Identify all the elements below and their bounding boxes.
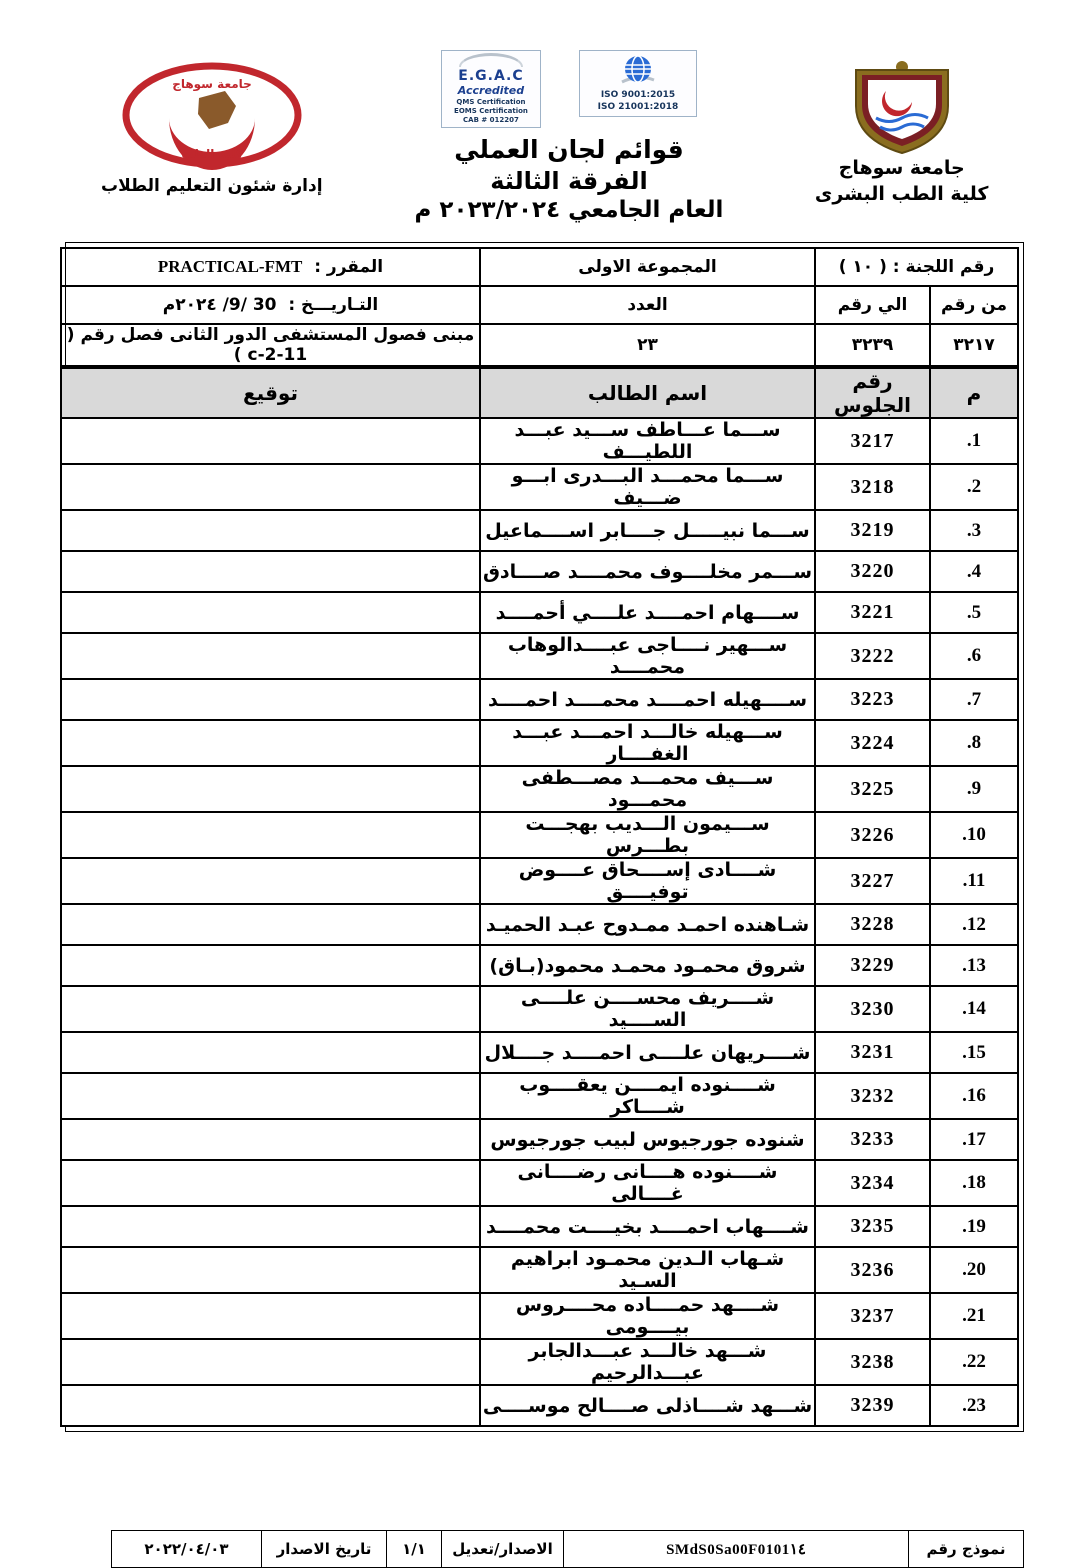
info-row-2: [61, 286, 1018, 324]
egac-subtitle: Accredited: [457, 84, 525, 97]
seat-number-cell: 3225: [815, 766, 930, 812]
serial-cell: .21: [930, 1293, 1018, 1339]
serial-cell: .11: [930, 858, 1018, 904]
table-row: [61, 766, 1018, 812]
signature-cell: [61, 1247, 480, 1293]
serial-cell: .16: [930, 1073, 1018, 1119]
university-shield-icon: [846, 58, 958, 156]
student-name-cell: ســـهير نــــاجى عبــــدالوهاب محمــــد: [480, 633, 815, 679]
aja-iso-line: ISO 9001:2015: [600, 90, 676, 100]
table-row: [61, 633, 1018, 679]
student-name-cell: شــــادى إســــحاق عــــوض توفيــــق: [480, 858, 815, 904]
students-table: [60, 367, 1019, 1427]
signature-cell: [61, 945, 480, 986]
seat-number-cell: 3227: [815, 858, 930, 904]
table-row: [61, 1032, 1018, 1073]
admin-block: [65, 50, 359, 196]
student-name-cell: ســـهيله خالـــد احمـــد عبـــد الغفــــار: [480, 720, 815, 766]
count-value-cell: ٢٣: [480, 324, 815, 366]
page-title: قوائم لجان العملي: [454, 135, 684, 165]
seat-number-cell: 3230: [815, 986, 930, 1032]
table-row: [61, 1339, 1018, 1385]
to-value-cell: ٣٢٣٩: [815, 324, 930, 366]
seat-number-cell: 3232: [815, 1073, 930, 1119]
student-name-cell: شروق محمـود محمـد محمود(بـاق): [480, 945, 815, 986]
student-name-cell: شنوده جورجيوس لبيب جورجيوس: [480, 1119, 815, 1160]
student-name-cell: ســـما عـــاطف ســـيد عبـــد اللطيـــف: [480, 418, 815, 464]
committee-number-cell: رقم اللجنة : ( ١٠ ): [815, 248, 1018, 286]
seat-number-cell: 3222: [815, 633, 930, 679]
serial-cell: .4: [930, 551, 1018, 592]
seat-number-cell: 3235: [815, 1206, 930, 1247]
signature-cell: [61, 1160, 480, 1206]
to-label-cell: الي رقم: [815, 286, 930, 324]
student-name-cell: ســـمر مخلــــوف محمــــد صــــادق: [480, 551, 815, 592]
seat-number-cell: 3237: [815, 1293, 930, 1339]
university-name: جامعة سوهاج: [838, 157, 965, 179]
serial-cell: .9: [930, 766, 1018, 812]
seal-top-text: جامعة سوهاج: [171, 77, 252, 91]
table-row: [61, 464, 1018, 510]
table-row: [61, 720, 1018, 766]
student-rows: [61, 418, 1018, 1426]
table-header-row: [61, 368, 1018, 418]
academic-year-title: العام الجامعي ٢٠٢٣/٢٠٢٤ م: [414, 196, 724, 223]
committee-info-table: [60, 247, 1019, 367]
title-block: [359, 50, 780, 225]
course-value: PRACTICAL-FMT: [157, 257, 303, 276]
header-student-name: اسم الطالب: [480, 368, 815, 418]
footer-row: [112, 1531, 1024, 1568]
university-block: [779, 50, 1024, 207]
table-row: [61, 679, 1018, 720]
serial-cell: .7: [930, 679, 1018, 720]
table-row: [61, 812, 1018, 858]
table-row: [61, 945, 1018, 986]
from-label-cell: من رقم: [930, 286, 1018, 324]
serial-cell: .22: [930, 1339, 1018, 1385]
revision-value: ١/١: [387, 1531, 442, 1568]
signature-cell: [61, 1206, 480, 1247]
signature-cell: [61, 1073, 480, 1119]
seat-number-cell: 3219: [815, 510, 930, 551]
signature-cell: [61, 766, 480, 812]
serial-cell: .5: [930, 592, 1018, 633]
egac-cert-line: QMS Certification: [456, 98, 526, 106]
serial-cell: .12: [930, 904, 1018, 945]
table-row: [61, 1206, 1018, 1247]
egac-logo: [441, 50, 541, 128]
seal-bottom-text: كلية الطب: [181, 147, 243, 161]
student-name-cell: ســـما محمـــد البـــدرى ابـــو ضـــيف: [480, 464, 815, 510]
seat-number-cell: 3238: [815, 1339, 930, 1385]
tables-frame: [65, 242, 1024, 1432]
table-row: [61, 1073, 1018, 1119]
serial-cell: .19: [930, 1206, 1018, 1247]
signature-cell: [61, 904, 480, 945]
signature-cell: [61, 592, 480, 633]
location-cell: مبنى فصول المستشفى الدور الثانى فصل رقم ( c-2-11 ): [61, 324, 480, 366]
aja-logo: [579, 50, 697, 117]
signature-cell: [61, 986, 480, 1032]
table-row: [61, 986, 1018, 1032]
seat-number-cell: 3223: [815, 679, 930, 720]
form-number-label: نموذج رقم: [909, 1531, 1024, 1568]
student-name-cell: شــــهاب احمــــد بخيــــت محمــــد: [480, 1206, 815, 1247]
seat-number-cell: 3233: [815, 1119, 930, 1160]
info-row-3: [61, 324, 1018, 366]
group-cell: المجموعة الاولى: [480, 248, 815, 286]
serial-cell: .17: [930, 1119, 1018, 1160]
student-name-cell: شـاهنده احمـد ممـدوح عبـد الحميـد: [480, 904, 815, 945]
seat-number-cell: 3221: [815, 592, 930, 633]
form-number-value: SMdS0Sa00F0101١٤: [564, 1531, 909, 1568]
serial-cell: .10: [930, 812, 1018, 858]
table-row: [61, 1119, 1018, 1160]
from-value-cell: ٣٢١٧: [930, 324, 1018, 366]
signature-cell: [61, 812, 480, 858]
table-row: [61, 551, 1018, 592]
signature-cell: [61, 1339, 480, 1385]
header-seat-number: رقم الجلوس: [815, 368, 930, 418]
signature-cell: [61, 464, 480, 510]
egac-cert-line: EOMS Certification: [454, 106, 528, 115]
table-row: [61, 510, 1018, 551]
student-name-cell: شـــهد شــــاذلى صــــالح موســــى: [480, 1385, 815, 1426]
document-titles: [415, 134, 724, 225]
student-name-cell: شــــنوده هــــانى رضــــانى غــــالى: [480, 1160, 815, 1206]
signature-cell: [61, 679, 480, 720]
signature-cell: [61, 1385, 480, 1426]
serial-cell: .2: [930, 464, 1018, 510]
info-row-1: [61, 248, 1018, 286]
date-value: 30 /9/ ٢٠٢٤م: [162, 295, 277, 315]
serial-cell: .1: [930, 418, 1018, 464]
student-name-cell: ســــهام احمــــد علــــي أحمــــد: [480, 592, 815, 633]
seat-number-cell: 3220: [815, 551, 930, 592]
date-label: التـاريـــخ :: [288, 295, 379, 315]
table-row: [61, 1160, 1018, 1206]
student-name-cell: ســـيف محمـــد مصـــطفى محمـــود: [480, 766, 815, 812]
egac-title: E.G.A.C: [458, 68, 524, 84]
student-name-cell: شـــهد خالـــد عبـــدالجابر عبـــدالرحيم: [480, 1339, 815, 1385]
seat-number-cell: 3234: [815, 1160, 930, 1206]
issue-date-label: تاريخ الاصدار: [262, 1531, 387, 1568]
issue-date-value: ٢٠٢٢/٠٤/٠٣: [112, 1531, 262, 1568]
course-cell: [61, 248, 480, 286]
serial-cell: .18: [930, 1160, 1018, 1206]
signature-cell: [61, 1293, 480, 1339]
signature-cell: [61, 551, 480, 592]
course-label: المقرر :: [314, 257, 384, 277]
seat-number-cell: 3226: [815, 812, 930, 858]
header-serial: م: [930, 368, 1018, 418]
seat-number-cell: 3217: [815, 418, 930, 464]
serial-cell: .8: [930, 720, 1018, 766]
student-name-cell: ســـيمون الـــديب بهجـــت بطـــرس: [480, 812, 815, 858]
signature-cell: [61, 1032, 480, 1073]
table-row: [61, 592, 1018, 633]
faculty-seal-icon: [119, 60, 305, 170]
signature-cell: [61, 720, 480, 766]
table-row: [61, 1293, 1018, 1339]
seat-number-cell: 3218: [815, 464, 930, 510]
serial-cell: .15: [930, 1032, 1018, 1073]
student-name-cell: شــــريف محســــن علــــى الســــيد: [480, 986, 815, 1032]
table-row: [61, 418, 1018, 464]
globe-icon: [620, 54, 656, 88]
seat-number-cell: 3231: [815, 1032, 930, 1073]
grade-title: الفرقة الثالثة: [490, 166, 648, 195]
count-label-cell: العدد: [480, 286, 815, 324]
table-row: [61, 858, 1018, 904]
faculty-name: كلية الطب البشرى: [814, 182, 989, 205]
seat-number-cell: 3236: [815, 1247, 930, 1293]
seat-number-cell: 3228: [815, 904, 930, 945]
signature-cell: [61, 1119, 480, 1160]
student-name-cell: شـهاب الـدين محمـود ابراهيم السـيد: [480, 1247, 815, 1293]
signature-cell: [61, 510, 480, 551]
student-name-cell: ســــهيله احمــــد محمــــد احمــــد: [480, 679, 815, 720]
serial-cell: .20: [930, 1247, 1018, 1293]
seat-number-cell: 3224: [815, 720, 930, 766]
admin-caption: إدارة شئون التعليم الطلاب: [101, 176, 323, 196]
egac-arch-icon: [459, 53, 523, 67]
serial-cell: .13: [930, 945, 1018, 986]
revision-label: الاصدار/تعديل: [442, 1531, 564, 1568]
accreditation-logos: [441, 50, 697, 128]
seat-number-cell: 3229: [815, 945, 930, 986]
serial-cell: .14: [930, 986, 1018, 1032]
table-row: [61, 1247, 1018, 1293]
serial-cell: .23: [930, 1385, 1018, 1426]
serial-cell: .3: [930, 510, 1018, 551]
student-name-cell: شــــنوده ايمــــن يعقــــوب شــــاكر: [480, 1073, 815, 1119]
header-signature: توقيع: [61, 368, 480, 418]
student-name-cell: ســـما نبيـــــل جــــابر اســــماعيل: [480, 510, 815, 551]
aja-iso-line: ISO 21001:2018: [597, 101, 679, 112]
seat-number-cell: 3239: [815, 1385, 930, 1426]
student-name-cell: شــــريهان علــــى احمــــد جــــلال: [480, 1032, 815, 1073]
signature-cell: [61, 418, 480, 464]
student-name-cell: شــــهد حمــــاده محــــروس بيــــومى: [480, 1293, 815, 1339]
serial-cell: .6: [930, 633, 1018, 679]
signature-cell: [61, 633, 480, 679]
table-row: [61, 1385, 1018, 1426]
date-cell: [61, 286, 480, 324]
signature-cell: [61, 858, 480, 904]
egac-cert-line: CAB # 012207: [463, 115, 519, 124]
table-row: [61, 904, 1018, 945]
page-header: [65, 50, 1024, 240]
